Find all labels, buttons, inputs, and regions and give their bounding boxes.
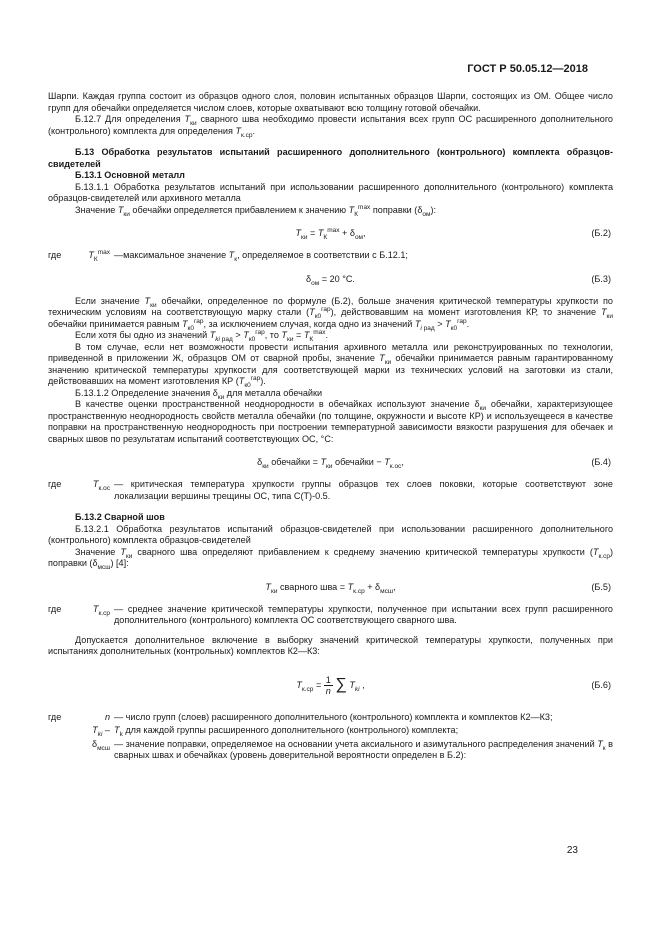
paragraph: В том случае, если нет возможности провести испытания архивного металла или реконструированных по технологии, приведенной в приложении Ж, образцов ОМ от сварной пробы, значение $T_{ки}$ обечайки принимается равным гарантированному значению критической температуры хрупкости для соответствующей марки из технических условий на заготовки из стали, действовавших на момент изготовления КР $(T_{к0}^{гар})$. bbox=[48, 341, 613, 389]
paragraph-b13-1-2: Б.13.1.2 Определение значения $\delta_{ки}$ для металла обечайки bbox=[75, 387, 323, 401]
paragraph: Б.13.1.1 Обработка результатов испытаний при использовании расширенного дополнительного (контрольного) комплекта образцов-свидетелей или архивного металла bbox=[48, 181, 613, 203]
paragraph-b12-7: Б.12.7 Для определения $T_{ки}$ сварного шва необходимо провести испытания всех групп ОС расширенного дополнительного (контрольного) комплекта для определения $T_{к.ср}$. bbox=[48, 114, 613, 139]
definition-tk-os: где $T_{к.ос}$ — критическая температура хрупкости группы образцов тех слоев поковки, которые соответствуют зоне локализации вершины трещины ОС, типа С(Т)-0.5. bbox=[48, 479, 613, 501]
formula-b6: $T_{к.ср}$ = $\frac{1}{n}$ ∑ $T_{ki}$ , (Б.6) bbox=[48, 668, 613, 702]
paragraph: Шарпи. Каждая группа состоит из образцов одного слоя, половин испытанных образцов Шарпи, состоящих из ОМ. Общее число групп для обечайки определяется числом слоев, которые охватывают всю толщину готовой обечайки. bbox=[48, 91, 613, 113]
section-heading-b13-1: Б.13.1 Основной металл bbox=[75, 170, 185, 180]
paragraph: Б.13.2.1 Обработка результатов испытаний образцов-свидетелей при использовании расширенного дополнительного (контрольного) комплекта образцов-свидетелей bbox=[48, 523, 613, 545]
paragraph: Значение $T_{ки}$ обечайки определяется прибавлением к значению $T_К^{max}$ поправки $(\delta_{ом})$: bbox=[75, 203, 437, 218]
section-heading-b13-2: Б.13.2 Сварной шов bbox=[75, 512, 165, 522]
paragraph: Допускается дополнительное включение в выборку значений критической температуры хрупкости, полученных при испытаниях дополнительных (контрольных) комплектов К2—К3: bbox=[48, 634, 613, 656]
document-body bbox=[48, 91, 613, 764]
definition-delta-msh: $\delta_{мсш}$ — значение поправки, определяемое на основании учета аксиального и азимутального распределения значений $T_к$ в сварных швах и обечайках (уровень доверительной вероятности определен в Б.2): bbox=[92, 738, 613, 760]
formula-b2: $T_{ки} = T_К^{max} + \delta_{ом}$, (Б.2) bbox=[48, 222, 613, 244]
definition-n: где n — число групп (слоев) расширенного дополнительного (контрольного) комплекта и комплектов К2—К3; bbox=[48, 711, 553, 722]
formula-b4: $\delta_{ки}$ обечайки = $T_{ки}$ обечайки − $T_{к.ос}$, (Б.4) bbox=[48, 451, 613, 473]
equation-number: (Б.2) bbox=[591, 228, 611, 238]
section-heading-b13: Б.13 Обработка результатов испытаний расширенного дополнительного (контрольного) комплекта образцов-свидетелей bbox=[48, 147, 613, 169]
paragraph: Значение $T_{ки}$ сварного шва определяют прибавлением к среднему значению критической температуры хрупкости $(T_{к.ср})$ поправки $(\delta_{мсш})$ [4]: bbox=[48, 546, 613, 571]
formula-b5: $T_{ки}$ сварного шва = $T_{к.ср} + \delta_{мсш}$, (Б.5) bbox=[48, 576, 613, 598]
equation-number: (Б.5) bbox=[591, 581, 611, 592]
equation-number: (Б.4) bbox=[591, 457, 611, 467]
formula-b3: $\delta_{ом} = 20$ °C. (Б.3) bbox=[48, 268, 613, 290]
page-number: 23 bbox=[566, 845, 578, 856]
equation-number: (Б.3) bbox=[591, 273, 611, 284]
standard-code: ГОСТ Р 50.05.12—2018 bbox=[467, 63, 588, 75]
paragraph: Если значение $T_{ки}$ обечайки, определенное по формуле (Б.2), больше значения критической температуры хрупкости по техническим условиям на соответствующую марку стали $(T_{к0}^{гар})$, действовавшим на момент изготовления КР, то значение $T_{ки}$ обечайки принимается равным $T_{к0}^{гар}$, за исключением случая, когда одно из значений $T_{i рад} > T_{к0}^{гар}$. bbox=[48, 295, 613, 332]
equation-number: (Б.6) bbox=[591, 679, 611, 690]
paragraph: Если хотя бы одно из значений $T_{ki рад} > T_{к0}^{гар}$, то $T_{ки} = T_К^{max}$. bbox=[75, 328, 328, 343]
paragraph: В качестве оценки пространственной неоднородности в обечайках используют значение $\delta_{ки}$ обечайки, характеризующее пространственную неоднородность свойств металла обечайки (по толщине, окружности и высоте КР) и используещееся в качестве поправки на пространственную неоднородность при построении температурной зависимости вязкости разрушения для обечаек и сварных швов по результатам испытаний соответствующих ОС, °C: bbox=[48, 399, 613, 444]
definition-tk-sr: где $T_{к.ср}$ — среднее значение критической температуры хрупкости, полученное при испытании всех групп расширенного дополнительного (контрольного) комплекта ОС соответствующего сварного шва. bbox=[48, 603, 613, 625]
definition-tki: $T_{ki}$ – $T_k$ для каждой группы расширенного дополнительного (контрольного) комплекта; bbox=[92, 725, 459, 738]
definition-tk-max: где $T_К^{max}$ —максимальное значение $T_к$, определяемое в соответствии с Б.12.1; bbox=[48, 248, 408, 263]
